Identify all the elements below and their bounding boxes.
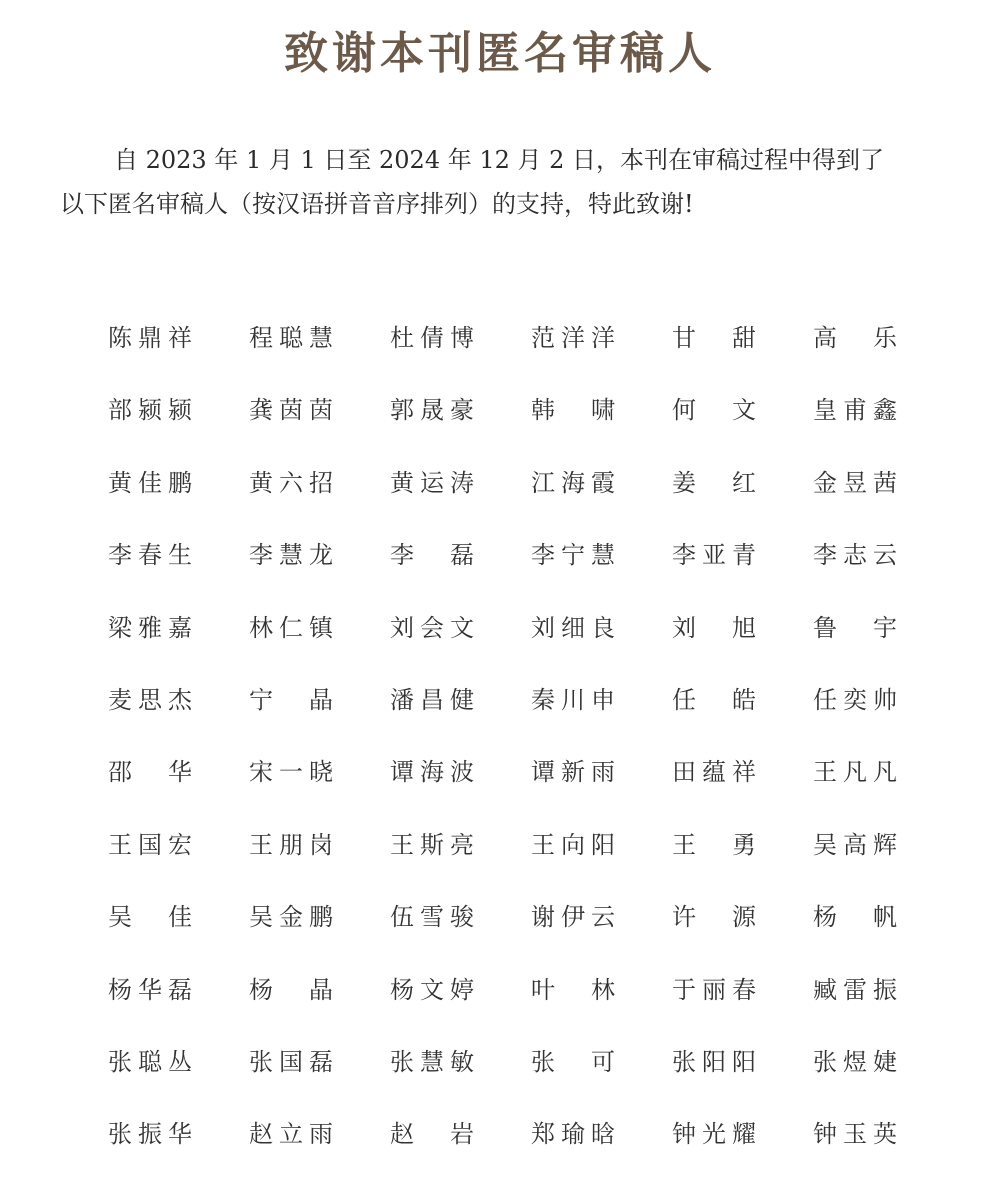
reviewer-name bbox=[531, 461, 672, 533]
reviewer-name bbox=[108, 968, 249, 1040]
reviewer-name-text: 刘会文 bbox=[390, 613, 474, 642]
reviewer-name-text: 宁 晶 bbox=[249, 685, 333, 714]
reviewer-name-text: 黄六招 bbox=[249, 468, 333, 497]
reviewer-name-text: 王向阳 bbox=[531, 830, 615, 859]
reviewer-name bbox=[108, 316, 249, 388]
reviewer-name bbox=[531, 533, 672, 605]
reviewer-name-text: 林仁镇 bbox=[249, 613, 333, 642]
reviewer-name-text: 杨文婷 bbox=[390, 975, 474, 1004]
reviewer-name bbox=[390, 823, 531, 895]
reviewer-name-text: 叶 林 bbox=[531, 975, 615, 1004]
reviewer-name-text: 江海霞 bbox=[531, 468, 615, 497]
reviewer-name-text: 程聪慧 bbox=[249, 324, 333, 352]
reviewer-name-text: 王 勇 bbox=[672, 830, 756, 859]
reviewer-name bbox=[108, 678, 249, 750]
reviewer-name-text: 张阳阳 bbox=[672, 1047, 756, 1076]
reviewer-name bbox=[390, 461, 531, 533]
reviewer-name bbox=[531, 750, 672, 822]
reviewer-name-text: 杨华磊 bbox=[108, 975, 192, 1004]
reviewer-name bbox=[672, 461, 813, 533]
reviewer-name-text: 张慧敏 bbox=[390, 1047, 474, 1076]
reviewer-name bbox=[108, 750, 249, 822]
reviewer-name-text: 陈鼎祥 bbox=[108, 324, 192, 352]
reviewer-name bbox=[531, 678, 672, 750]
reviewer-name-text: 高 乐 bbox=[813, 324, 897, 352]
reviewer-name bbox=[531, 1040, 672, 1112]
reviewer-name bbox=[108, 895, 249, 967]
reviewer-name bbox=[813, 461, 954, 533]
reviewer-name bbox=[531, 823, 672, 895]
reviewer-name bbox=[672, 606, 813, 678]
reviewer-name-text: 李慧龙 bbox=[249, 541, 333, 570]
reviewer-name-text: 刘细良 bbox=[531, 613, 615, 642]
reviewer-name-text: 韩 啸 bbox=[531, 396, 615, 425]
intro-line-2: 以下匿名审稿人（按汉语拼音音序排列）的支持，特此致谢! bbox=[60, 190, 694, 218]
reviewer-name bbox=[672, 533, 813, 605]
reviewer-name-text: 吴金鹏 bbox=[249, 903, 333, 932]
reviewer-name bbox=[108, 823, 249, 895]
reviewer-name-text: 王凡凡 bbox=[813, 758, 897, 787]
reviewer-name-text: 杨 晶 bbox=[249, 975, 333, 1004]
reviewer-name bbox=[672, 678, 813, 750]
reviewer-name bbox=[813, 1040, 954, 1112]
reviewer-name bbox=[531, 316, 672, 388]
reviewer-name bbox=[249, 750, 390, 822]
reviewer-name-text: 甘 甜 bbox=[672, 324, 756, 352]
reviewer-name bbox=[249, 388, 390, 460]
reviewer-name-text: 钟光耀 bbox=[672, 1120, 756, 1149]
reviewer-name-text: 李宁慧 bbox=[531, 541, 615, 570]
reviewer-name-text: 吴 佳 bbox=[108, 903, 192, 932]
reviewer-name bbox=[672, 895, 813, 967]
reviewer-name bbox=[813, 895, 954, 967]
reviewer-name-text: 黄运涛 bbox=[390, 468, 474, 497]
reviewer-name-text: 梁雅嘉 bbox=[108, 613, 192, 642]
reviewer-name-text: 杨 帆 bbox=[813, 903, 897, 932]
reviewer-name bbox=[813, 1112, 954, 1184]
reviewer-name-text: 许 源 bbox=[672, 903, 756, 932]
reviewer-name bbox=[390, 678, 531, 750]
reviewer-name-grid bbox=[108, 316, 968, 1185]
reviewer-name-text: 钟玉英 bbox=[813, 1120, 897, 1149]
reviewer-name bbox=[672, 1040, 813, 1112]
reviewer-name bbox=[390, 388, 531, 460]
reviewer-name-text: 王朋岗 bbox=[249, 830, 333, 859]
reviewer-name-text: 张国磊 bbox=[249, 1047, 333, 1076]
page-title: 致谢本刊匿名审稿人 bbox=[284, 28, 716, 79]
reviewer-name-text: 臧雷振 bbox=[813, 975, 897, 1004]
reviewer-name bbox=[390, 895, 531, 967]
reviewer-name bbox=[813, 750, 954, 822]
reviewer-name bbox=[108, 388, 249, 460]
reviewer-name-text: 刘 旭 bbox=[672, 613, 756, 642]
reviewer-name bbox=[390, 606, 531, 678]
reviewer-name-text: 金昱茜 bbox=[813, 468, 897, 497]
reviewer-name-text: 何 文 bbox=[672, 396, 756, 425]
reviewer-name-text: 赵立雨 bbox=[249, 1120, 333, 1149]
reviewer-name-text: 黄佳鹏 bbox=[108, 468, 192, 497]
reviewer-name bbox=[249, 606, 390, 678]
reviewer-name-text: 田蕴祥 bbox=[672, 758, 756, 787]
reviewer-name-text: 邵 华 bbox=[108, 758, 192, 787]
reviewer-name bbox=[108, 1040, 249, 1112]
reviewer-name-text: 李志云 bbox=[813, 541, 897, 570]
reviewer-name bbox=[249, 968, 390, 1040]
reviewer-name-text: 郑瑜晗 bbox=[531, 1120, 615, 1149]
reviewer-name-text: 谢伊云 bbox=[531, 903, 615, 932]
reviewer-name-text: 范洋洋 bbox=[531, 324, 615, 352]
reviewer-name bbox=[390, 1112, 531, 1184]
reviewer-name bbox=[531, 968, 672, 1040]
reviewer-name-text: 张煜婕 bbox=[813, 1047, 897, 1076]
reviewer-name bbox=[813, 316, 954, 388]
reviewer-name bbox=[813, 678, 954, 750]
reviewer-name bbox=[813, 533, 954, 605]
reviewer-name bbox=[108, 1112, 249, 1184]
reviewer-name-text: 谭新雨 bbox=[531, 758, 615, 787]
reviewer-name-text: 杜倩博 bbox=[390, 324, 474, 352]
reviewer-name bbox=[672, 388, 813, 460]
reviewer-name-text: 李 磊 bbox=[390, 541, 474, 570]
reviewer-name-text: 谭海波 bbox=[390, 758, 474, 787]
reviewer-name bbox=[813, 388, 954, 460]
reviewer-name-text: 潘昌健 bbox=[390, 685, 474, 714]
reviewer-name bbox=[390, 750, 531, 822]
reviewer-name bbox=[672, 750, 813, 822]
reviewer-name bbox=[108, 533, 249, 605]
reviewer-name bbox=[249, 461, 390, 533]
reviewer-name bbox=[390, 1040, 531, 1112]
reviewer-name bbox=[672, 823, 813, 895]
reviewer-name bbox=[531, 606, 672, 678]
reviewer-name bbox=[672, 1112, 813, 1184]
reviewer-name-text: 王国宏 bbox=[108, 830, 192, 859]
reviewer-name bbox=[249, 1040, 390, 1112]
reviewer-name bbox=[531, 895, 672, 967]
reviewer-name bbox=[108, 606, 249, 678]
reviewer-name-text: 宋一晓 bbox=[249, 758, 333, 787]
reviewer-name-text: 于丽春 bbox=[672, 975, 756, 1004]
reviewer-name-text: 伍雪骏 bbox=[390, 903, 474, 932]
reviewer-name bbox=[249, 678, 390, 750]
reviewer-name bbox=[813, 968, 954, 1040]
reviewer-name bbox=[249, 823, 390, 895]
reviewer-name bbox=[249, 533, 390, 605]
reviewer-name-text: 李春生 bbox=[108, 541, 192, 570]
reviewer-name-text: 王斯亮 bbox=[390, 830, 474, 859]
reviewer-name-text: 张聪丛 bbox=[108, 1047, 192, 1076]
reviewer-name-text: 赵 岩 bbox=[390, 1120, 474, 1149]
reviewer-name-text: 皇甫鑫 bbox=[813, 396, 897, 425]
reviewer-name bbox=[390, 968, 531, 1040]
reviewer-name bbox=[249, 895, 390, 967]
reviewer-name-text: 张振华 bbox=[108, 1120, 192, 1149]
reviewer-name bbox=[390, 533, 531, 605]
reviewer-name bbox=[531, 388, 672, 460]
reviewer-name-text: 张 可 bbox=[531, 1047, 615, 1076]
reviewer-name-text: 龚茵茵 bbox=[249, 396, 333, 425]
intro-paragraph bbox=[60, 138, 960, 226]
reviewer-name-text: 鲁 宇 bbox=[813, 613, 897, 642]
reviewer-name bbox=[390, 316, 531, 388]
reviewer-name-text: 李亚青 bbox=[672, 541, 756, 570]
reviewer-name bbox=[108, 461, 249, 533]
reviewer-name bbox=[249, 316, 390, 388]
intro-line-1: 自 2023 年 1 月 1 日至 2024 年 12 月 2 日，本刊在审稿过程中得到了 bbox=[114, 146, 885, 174]
reviewer-name bbox=[672, 968, 813, 1040]
reviewer-name-text: 郭晟豪 bbox=[390, 396, 474, 425]
reviewer-name bbox=[249, 1112, 390, 1184]
reviewer-name bbox=[813, 606, 954, 678]
reviewer-name bbox=[531, 1112, 672, 1184]
reviewer-name-text: 秦川申 bbox=[531, 685, 615, 714]
reviewer-name-text: 姜 红 bbox=[672, 468, 756, 497]
reviewer-name-text: 部颍颍 bbox=[108, 396, 192, 425]
reviewer-name-text: 任 皓 bbox=[672, 685, 756, 714]
reviewer-name-text: 任奕帅 bbox=[813, 685, 897, 714]
reviewer-name bbox=[813, 823, 954, 895]
reviewer-name bbox=[672, 316, 813, 388]
reviewer-name-text: 吴高辉 bbox=[813, 830, 897, 859]
reviewer-name-text: 麦思杰 bbox=[108, 685, 192, 714]
